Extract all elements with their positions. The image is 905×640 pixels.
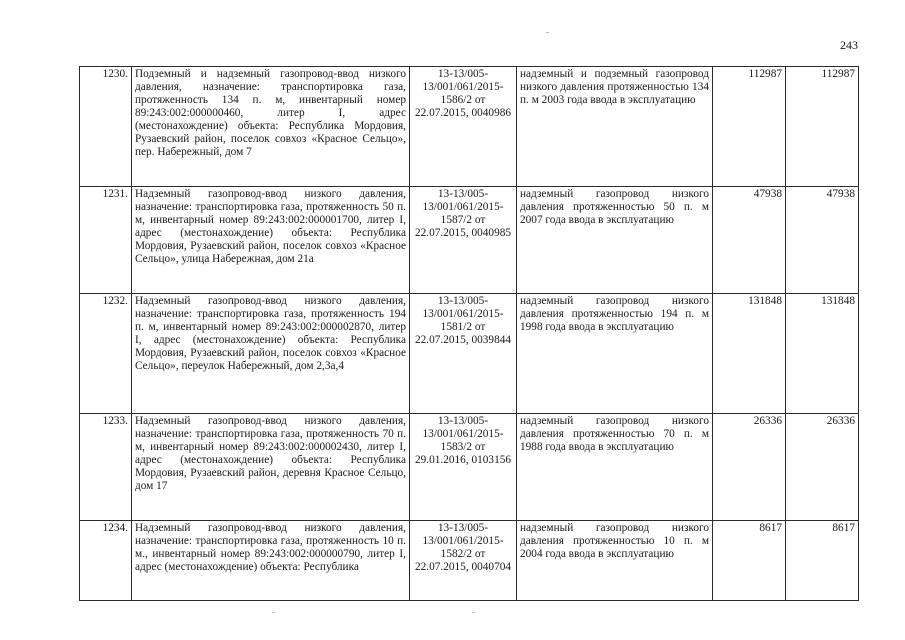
value-cell: 131848 [713,294,786,414]
row-number: 1230. [80,67,132,187]
row-number: 1233. [80,414,132,521]
value-cell: 112987 [713,67,786,187]
object-description: Надземный газопровод-ввод низкого давления, назначение: транспортировка газа, протяженность 10 п. м., инвентарный номер 89:243:002:000000790, литер I, адрес (местонахождение) объекта: Республика [132,521,410,601]
registration-record: 13-13/005-13/001/061/2015-1582/2 от 22.07.2015, 0040704 [410,521,517,601]
value-cell: 112987 [786,67,859,187]
row-number: 1234. [80,521,132,601]
object-description: Подземный и надземный газопровод-ввод низкого давления, назначение: транспортировка газа, протяженность 134 п. м, инвентарный номер 89:243:002:000000460, литер I, адрес (местонахождение) объекта: Республика Мордовия, Рузаевский район, поселок совхоз «Красное Сельцо», пер. Набережный, дом 7 [132,67,410,187]
row-number: 1231. [80,187,132,294]
table-row [80,294,859,414]
value-cell: 26336 [786,414,859,521]
registration-record: 13-13/005-13/001/061/2015-1587/2 от 22.07.2015, 0040985 [410,187,517,294]
registration-record: 13-13/005-13/001/061/2015-1583/2 от 29.01.2016, 0103156 [410,414,517,521]
value-cell: 47938 [713,187,786,294]
object-characteristics: надземный газопровод низкого давления протяженностью 10 п. м 2004 года ввода в эксплуатацию [517,521,713,601]
object-characteristics: надземный газопровод низкого давления протяженностью 194 п. м 1998 года ввода в эксплуатацию [517,294,713,414]
object-description: Надземный газопровод-ввод низкого давления, назначение: транспортировка газа, протяженность 50 п. м, инвентарный номер 89:243:002:000001700, литер I, адрес (местонахождение) объекта: Республика Мордовия, Рузаевский район, поселок совхоз «Красное Сельцо», улица Набережная, дом 21а [132,187,410,294]
object-description: Надземный газопровод-ввод низкого давления, назначение: транспортировка газа, протяженность 70 п. м, инвентарный номер 89:243:002:000002430, литер I, адрес (местонахождение) объекта: Республика Мордовия, Рузаевский район, деревня Красное Сельцо, дом 17 [132,414,410,521]
table-row [80,187,859,294]
table-row [80,414,859,521]
scan-speck [472,612,475,613]
object-characteristics: надземный газопровод низкого давления протяженностью 50 п. м 2007 года ввода в эксплуатацию [517,187,713,294]
row-number: 1232. [80,294,132,414]
value-cell: 8617 [713,521,786,601]
value-cell: 47938 [786,187,859,294]
scan-speck [546,32,549,33]
table-row [80,521,859,601]
registration-record: 13-13/005-13/001/061/2015-1586/2 от 22.07.2015, 0040986 [410,67,517,187]
object-characteristics: надземный газопровод низкого давления протяженностью 70 п. м 1988 года ввода в эксплуатацию [517,414,713,521]
value-cell: 131848 [786,294,859,414]
page-number: 243 [840,38,858,52]
registration-record: 13-13/005-13/001/061/2015-1581/2 от 22.07.2015, 0039844 [410,294,517,414]
object-description: Надземный газопровод-ввод низкого давления, назначение: транспортировка газа, протяженность 194 п. м, инвентарный номер 89:243:002:000002870, литер I, адрес (местонахождение) объекта: Республика Мордовия, Рузаевский район, поселок совхоз «Красное Сельцо», переулок Набережный, дом 2,3а,4 [132,294,410,414]
registry-table [79,66,859,601]
table-row [80,67,859,187]
object-characteristics: надземный и подземный газопровод низкого давления протяженностью 134 п. м 2003 года ввода в эксплуатацию [517,67,713,187]
value-cell: 26336 [713,414,786,521]
scan-speck [272,612,275,613]
value-cell: 8617 [786,521,859,601]
